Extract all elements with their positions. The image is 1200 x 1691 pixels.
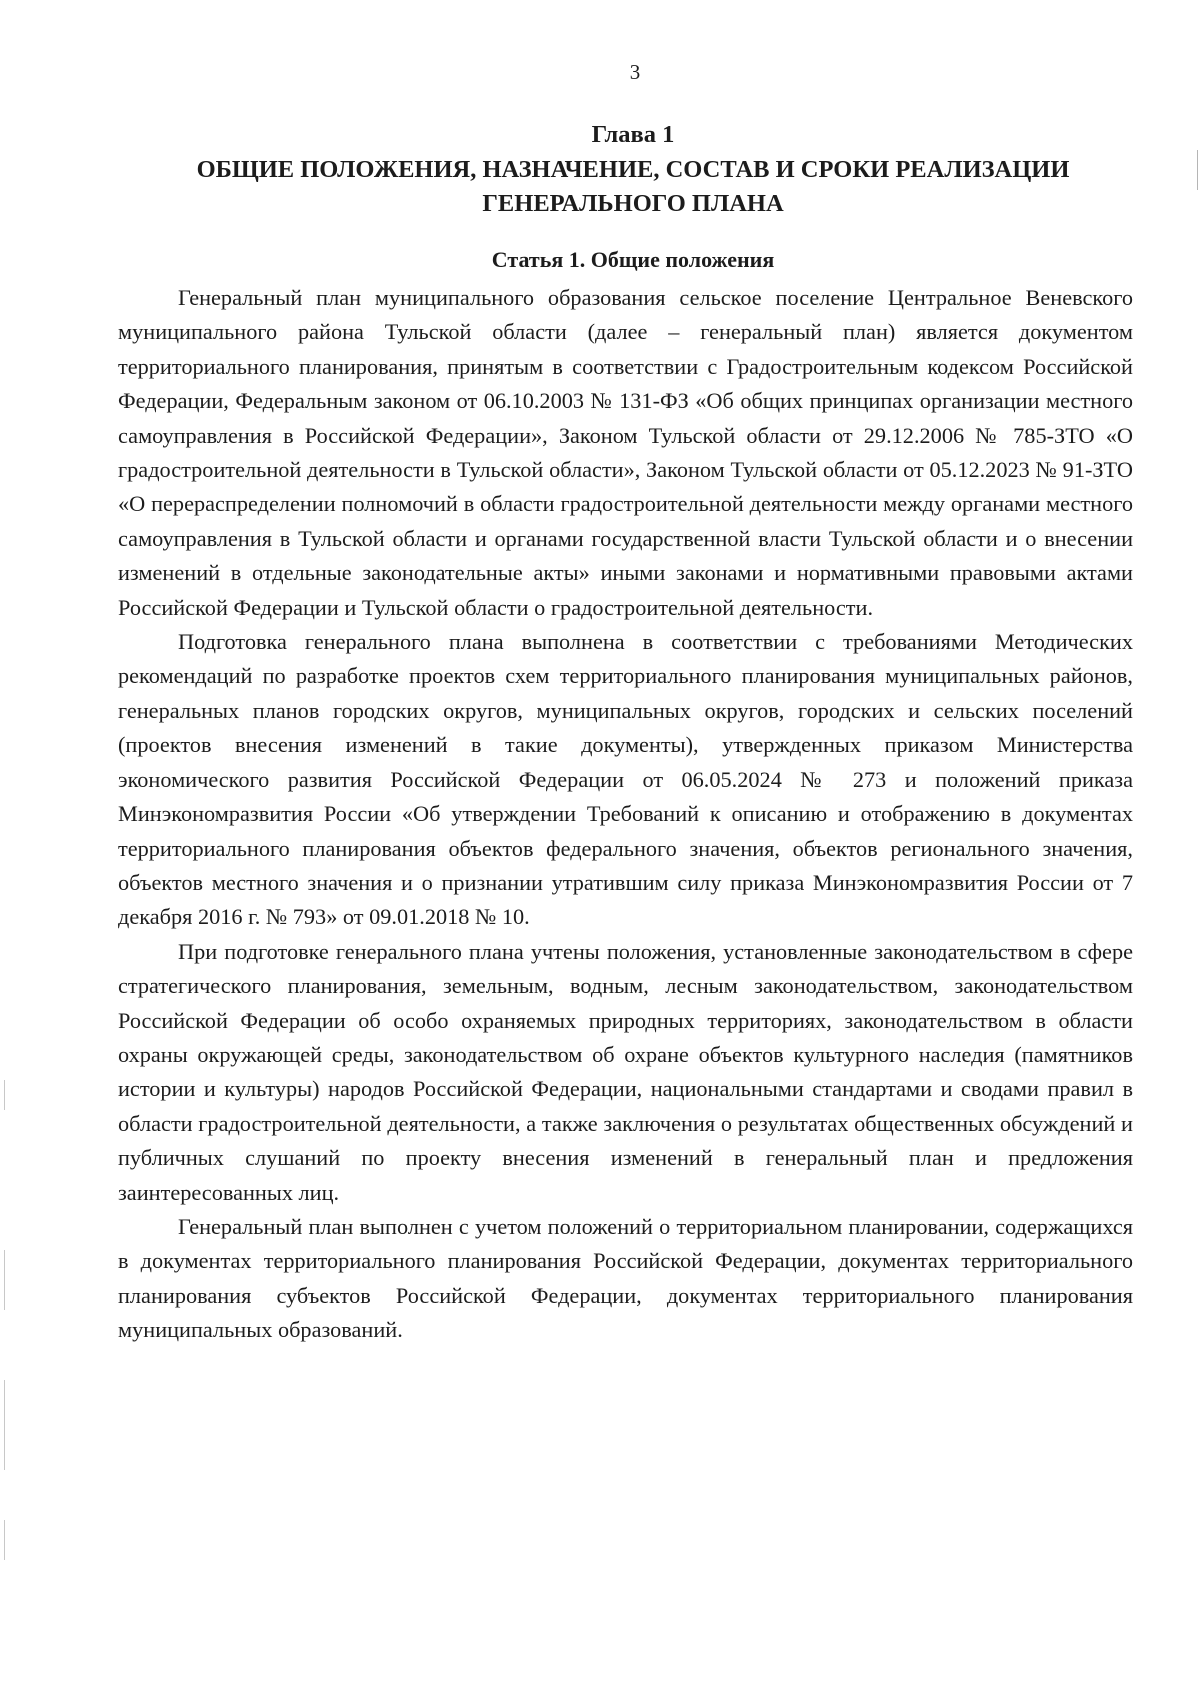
chapter-title: ОБЩИЕ ПОЛОЖЕНИЯ, НАЗНАЧЕНИЕ, СОСТАВ И СРОКИ РЕАЛИЗАЦИИ ГЕНЕРАЛЬНОГО ПЛАНА (196, 156, 1070, 217)
paragraph-3: При подготовке генерального плана учтены положения, установленные законодательством в сфере стратегического планирования, земельным, водным, лесным законодательством, законодательством Российской Федерации об особо охраняемых природных территориях, законодательством в области охраны окружающей среды, законодательством об охране объектов культурного наследия (памятников истории и культуры) народов Российской Федерации, национальными стандартами и сводами правил в области градостроительной деятельности, а также заключения о результатах общественных обсуждений и публичных слушаний по проекту внесения изменений в генеральный план и предложения заинтересованных лиц. (118, 938, 1133, 1205)
paragraph-4: Генеральный план выполнен с учетом положений о территориальном планировании, содержащихся в документах территориального планирования Российской Федерации, документах территориального планирования субъектов Российской Федерации, документах территориального планирования муниципальных образований. (118, 1213, 1133, 1343)
page-number: 3 (629, 60, 641, 84)
article-body (118, 281, 1133, 1348)
scan-edge-mark (4, 1250, 5, 1310)
scan-edge-mark (4, 1380, 5, 1470)
paragraph-2: Подготовка генерального плана выполнена в соответствии с требованиями Методических рекомендаций по разработке проектов схем территориального планирования муниципальных районов, генеральных планов городских округов, муниципальных округов, городских и сельских поселений (проектов внесения изменений в такие документы), утвержденных приказом Министерства экономического развития Российской Федерации от 06.05.2024 № 273 и положений приказа Минэкономразвития России «Об утверждении Требований к описанию и отображению в документах территориального планирования объектов федерального значения, объектов регионального значения, объектов местного значения и о признании утратившим силу приказа Минэкономразвития России от 7 декабря 2016 г. № 793» от 09.01.2018 № 10. (118, 629, 1133, 930)
scan-edge-mark (4, 1520, 5, 1560)
chapter-heading: Глава 1 (591, 121, 675, 148)
scan-edge-mark (4, 1080, 5, 1110)
scan-edge-mark (1197, 150, 1198, 190)
article-title: Статья 1. Общие положения (491, 247, 775, 272)
paragraph-1: Генеральный план муниципального образования сельское поселение Центральное Веневского муниципального района Тульской области (далее – генеральный план) является документом территориального планирования, принятым в соответствии с Градостроительным кодексом Российской Федерации, Федеральным законом от 06.10.2003 № 131-ФЗ «Об общих принципах организации местного самоуправления в Российской Федерации», Законом Тульской области от 29.12.2006 № 785-ЗТО «О градостроительной деятельности в Тульской области», Законом Тульской области от 05.12.2023 № 91-ЗТО «О перераспределении полномочий в области градостроительной деятельности между органами местного самоуправления в Тульской области и органами государственной власти Тульской области и о внесении изменений в отдельные законодательные акты» иными законами и нормативными правовыми актами Российской Федерации и Тульской области о градостроительной деятельности. (118, 285, 1133, 620)
